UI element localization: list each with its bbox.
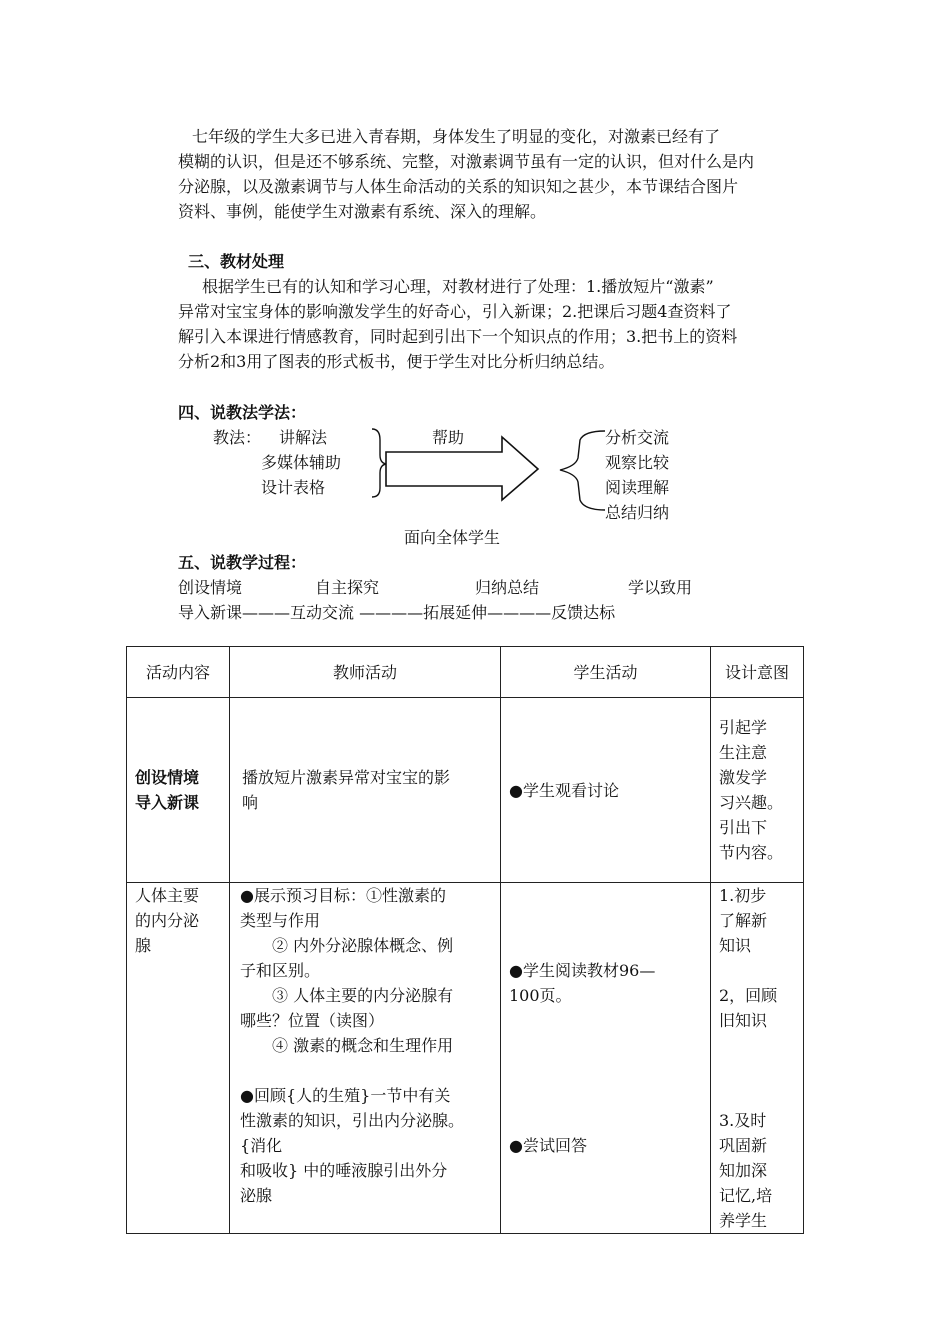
row2-teacher-line: 类型与作用 <box>240 911 321 930</box>
header-content: 活动内容 <box>127 647 230 698</box>
section5-heading: 五、说教学过程： <box>178 553 307 572</box>
help-label: 帮助 <box>432 428 465 447</box>
method-diagram <box>0 0 950 620</box>
section3-line-4: 分析2和3用了图表的形式板书，便于学生对比分析归纳总结。 <box>178 352 615 371</box>
row1-student: ●学生观看讨论 <box>501 698 711 883</box>
header-intent <box>711 647 804 698</box>
section4-heading: 四、说教法学法： <box>178 403 307 422</box>
section3-line-1: 根据学生已有的认知和学习心理，对教材进行了处理：1.播放短片“激素” <box>202 277 714 296</box>
row2-intent <box>711 883 804 1234</box>
row2-content-line: 腺 <box>135 936 152 955</box>
section3-line-3: 解引入本课进行情感教育，同时起到引出下一个知识点的作用；3.把书上的资料 <box>178 327 738 346</box>
method-item: 讲解法 <box>279 428 328 447</box>
row1-intent <box>711 698 804 883</box>
row2-teacher-line: ●展示预习目标：①性激素的 <box>240 886 446 905</box>
row1-content-line: 导入新课 <box>135 793 200 812</box>
right-arrow <box>386 437 538 500</box>
row2-intent-line: 巩固新 <box>719 1136 768 1155</box>
spacer <box>719 1058 795 1083</box>
table-header-row <box>127 647 804 698</box>
outcome-item: 分析交流 <box>605 428 670 447</box>
row2-intent-line: 知识 <box>719 936 752 955</box>
row1-teacher-line: 响 <box>242 793 259 812</box>
row1-intent-line: 引起学 <box>719 718 768 737</box>
header-intent-text: 设计意图 <box>724 662 789 682</box>
method-label: 教法： <box>213 428 262 447</box>
row2-teacher-line: {消化 <box>240 1136 283 1155</box>
row1-intent-line: 生注意 <box>719 743 768 762</box>
process-stage: 归纳总结 <box>475 578 540 597</box>
left-brace <box>372 429 386 497</box>
process-flow: 导入新课———互动交流 ————拓展延伸————反馈达标 <box>178 603 616 622</box>
row2-student-line: ●尝试回答 <box>509 1136 587 1155</box>
row2-student <box>501 883 711 1234</box>
row2-intent-line: 记忆,培 <box>719 1186 773 1205</box>
spacer <box>509 1033 702 1058</box>
method-item: 设计表格 <box>261 478 326 497</box>
spacer <box>719 1083 795 1108</box>
row2-teacher-line: ●回顾{人的生殖}一节中有关 <box>240 1086 451 1105</box>
spacer <box>509 1083 702 1108</box>
row1-teacher <box>230 698 501 883</box>
process-stage: 自主探究 <box>315 578 380 597</box>
spacer <box>509 908 702 933</box>
row2-student-line: 100页。 <box>509 986 572 1005</box>
spacer <box>509 1008 702 1033</box>
outcome-item: 观察比较 <box>605 453 670 472</box>
row2-teacher-line: ② 内外分泌腺体概念、例 <box>240 936 454 955</box>
spacer <box>719 1033 795 1058</box>
row1-intent-line: 引出下 <box>719 818 768 837</box>
process-stage: 学以致用 <box>628 578 693 597</box>
header-student: 学生活动 <box>501 647 711 698</box>
row2-intent-line: 知加深 <box>719 1161 768 1180</box>
audience-label: 面向全体学生 <box>404 528 501 547</box>
table-row <box>127 883 804 1234</box>
spacer <box>509 883 702 908</box>
spacer <box>509 933 702 958</box>
spacer <box>509 1108 702 1133</box>
right-brace <box>560 431 605 510</box>
outcome-item: 阅读理解 <box>605 478 670 497</box>
row2-teacher-gap <box>240 1058 492 1083</box>
section3-line-2: 异常对宝宝身体的影响激发学生的好奇心，引入新课；2.把课后习题4查资料了 <box>178 302 732 321</box>
intro-line-2: 模糊的认识，但是还不够系统、完整，对激素调节虽有一定的认识，但对什么是内 <box>178 152 755 171</box>
row2-student-line: ●学生阅读教材96— <box>509 961 656 980</box>
intro-line-4: 资料、事例，能使学生对激素有系统、深入的理解。 <box>178 202 547 221</box>
row2-teacher-line: 和吸收} 中的唾液腺引出外分 <box>240 1161 448 1180</box>
lesson-table <box>126 646 804 1234</box>
row2-content <box>127 883 230 1234</box>
row2-intent-line: 1.初步 <box>719 886 767 905</box>
row2-teacher-line: 哪些？位置（读图） <box>240 1011 385 1030</box>
row2-teacher-line: ④ 激素的概念和生理作用 <box>240 1036 454 1055</box>
row1-teacher-line: 播放短片激素异常对宝宝的影 <box>242 768 451 787</box>
row2-intent-line: 了解新 <box>719 911 768 930</box>
row2-teacher-line: ③ 人体主要的内分泌腺有 <box>240 986 454 1005</box>
header-teacher: 教师活动 <box>230 647 501 698</box>
row1-content <box>127 698 230 883</box>
row2-intent-line: 2，回顾 <box>719 986 778 1005</box>
outcome-item: 总结归纳 <box>605 503 670 522</box>
section3-heading: 三、教材处理 <box>188 252 285 271</box>
row2-teacher-line: 泌腺 <box>240 1186 273 1205</box>
method-item: 多媒体辅助 <box>261 453 342 472</box>
row2-teacher <box>230 883 501 1234</box>
process-stage: 创设情境 <box>178 578 243 597</box>
row1-intent-line: 节内容。 <box>719 843 784 862</box>
row2-intent-line: 养学生 <box>719 1211 768 1230</box>
row2-content-line: 的内分泌 <box>135 911 200 930</box>
intro-line-3: 分泌腺，以及激素调节与人体生命活动的关系的知识知之甚少，本节课结合图片 <box>178 177 739 196</box>
row2-teacher-line: 子和区别。 <box>240 961 321 980</box>
row2-intent-line: 旧知识 <box>719 1011 768 1030</box>
spacer <box>509 1058 702 1083</box>
row1-intent-line: 习兴趣。 <box>719 793 784 812</box>
row2-content-line: 人体主要 <box>135 886 200 905</box>
row1-intent-line: 激发学 <box>719 768 768 787</box>
row2-teacher-line: 性激素的知识，引出内分泌腺。 <box>240 1111 465 1130</box>
intro-line-1: 七年级的学生大多已进入青春期，身体发生了明显的变化，对激素已经有了 <box>192 127 721 146</box>
table-row <box>127 698 804 883</box>
row2-intent-line: 3.及时 <box>719 1111 767 1130</box>
spacer <box>719 958 795 983</box>
row1-content-line: 创设情境 <box>135 768 200 787</box>
